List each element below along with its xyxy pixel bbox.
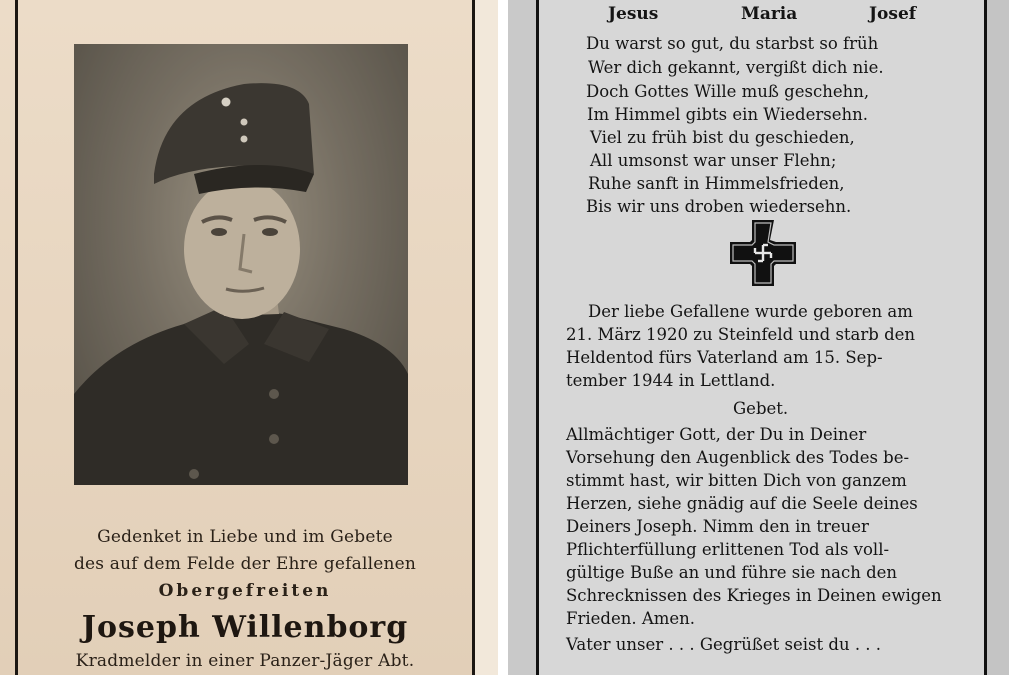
prayer-line: stimmt hast, wir bitten Dich von ganzem (566, 471, 907, 490)
poem-line: Viel zu früh bist du geschieden, (590, 128, 855, 147)
prayer-title: Gebet. (733, 399, 789, 418)
card-gap (498, 0, 508, 675)
poem-line: Bis wir uns droben wiedersehn. (586, 197, 852, 216)
prayer-line: Deiners Joseph. Nimm den in treuer (566, 517, 869, 536)
heading-josef: Josef (869, 4, 917, 24)
prayer-line: Schrecknissen des Krieges in Deinen ewigen (566, 586, 942, 605)
left-memorial-card (0, 0, 498, 675)
memorial-line-1: Gedenket in Liebe und im Gebete (97, 527, 393, 547)
prayer-line: Vorsehung den Augenblick des Todes be- (566, 448, 910, 467)
poem-line: Wer dich gekannt, vergißt dich nie. (588, 58, 884, 77)
bio-line: Heldentod fürs Vaterland am 15. Sep- (566, 348, 883, 367)
prayer-line: Herzen, siehe gnädig auf die Seele deines (566, 494, 918, 513)
right-card-edge-right (987, 0, 1009, 675)
soldier-portrait-illustration (74, 44, 408, 485)
bio-line: 21. März 1920 zu Steinfeld und starb den (566, 325, 916, 344)
poem-line: Doch Gottes Wille muß geschehn, (586, 82, 870, 101)
rank-title: Obergefreiten (158, 581, 332, 601)
poem-line: Du warst so gut, du starbst so früh (586, 34, 879, 53)
poem-line: Ruhe sanft in Himmelsfrieden, (588, 174, 845, 193)
unit-description: Kradmelder in einer Panzer-Jäger Abt. (75, 651, 415, 671)
prayer-line: gültige Buße an und führe sie nach den (566, 563, 898, 582)
bio-line: Der liebe Gefallene wurde geboren am (588, 302, 913, 321)
closing-prayer-line: Vater unser . . . Gegrüßet seist du . . . (566, 635, 882, 654)
right-card-border-left (536, 0, 539, 675)
prayer-line: Pflichterfüllung erlittenen Tod als voll- (566, 540, 890, 559)
iron-cross-icon (730, 220, 796, 286)
memorial-line-2: des auf dem Felde der Ehre gefallenen (73, 554, 417, 574)
right-card-edge-left (508, 0, 536, 675)
soldier-name: Joseph Willenborg (81, 610, 409, 645)
prayer-line: Frieden. Amen. (566, 609, 696, 628)
prayer-line: Allmächtiger Gott, der Du in Deiner (566, 425, 867, 444)
poem-line: Im Himmel gibts ein Wiedersehn. (587, 105, 868, 124)
heading-maria: Maria (741, 4, 798, 24)
right-memorial-card (508, 0, 1009, 675)
poem-line: All umsonst war unser Flehn; (590, 151, 837, 170)
right-card-border-right (984, 0, 987, 675)
bio-line: tember 1944 in Lettland. (566, 371, 776, 390)
heading-jesus: Jesus (608, 4, 659, 24)
soldier-portrait-photo (74, 44, 408, 485)
left-card-edge (475, 0, 498, 675)
